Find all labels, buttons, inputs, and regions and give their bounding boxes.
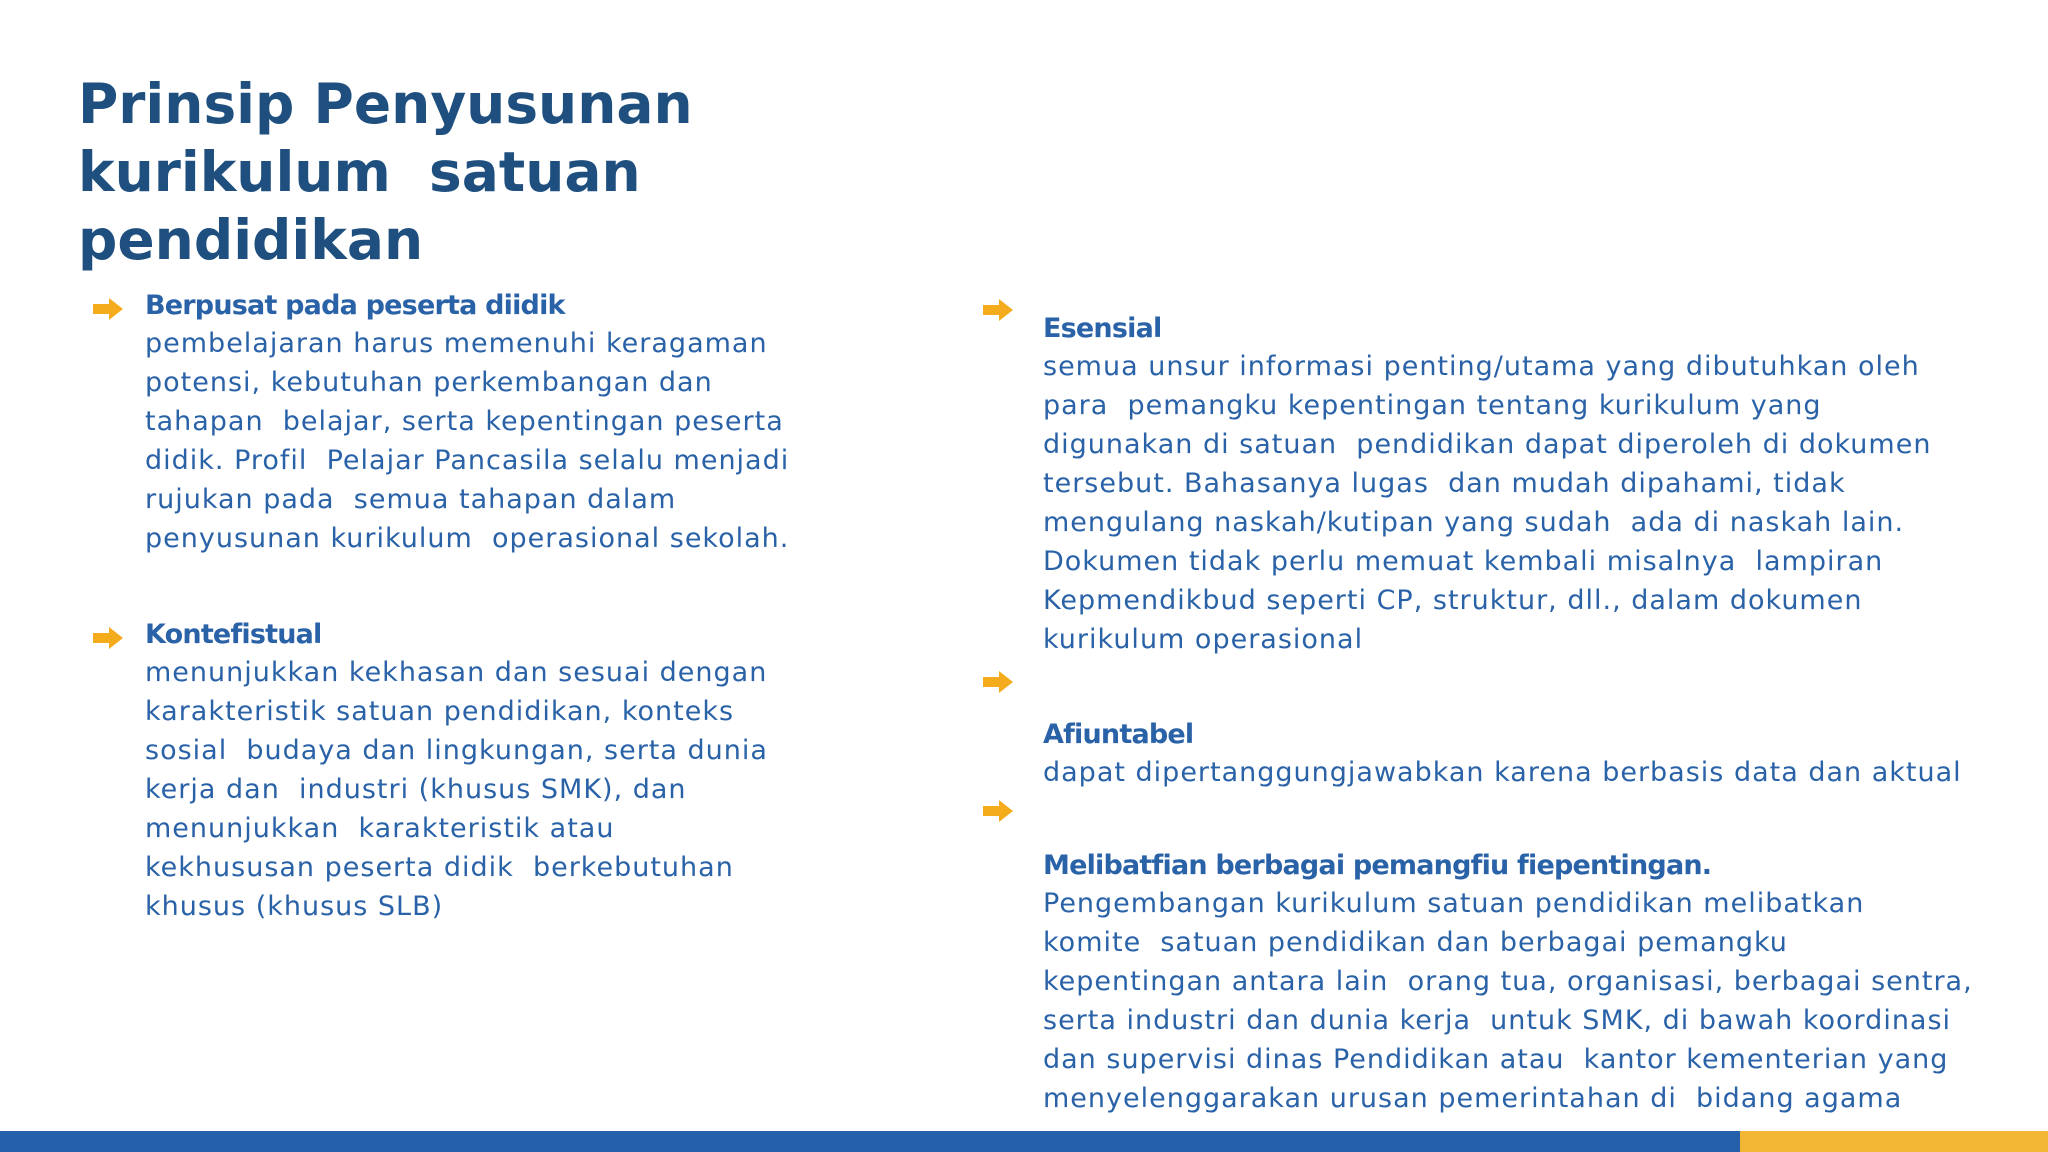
description-line: komite satuan pendidikan dan berbagai pemangku — [1043, 927, 1788, 958]
description-line: kepentingan antara lain orang tua, organisasi, berbagai sentra, — [1043, 966, 1973, 997]
description-line: Dokumen tidak perlu memuat kembali misalnya lampiran — [1043, 546, 1884, 577]
title-line: kurikulum satuan — [78, 140, 641, 204]
arrow-right-icon — [982, 799, 1014, 823]
description-line: kurikulum operasional — [1043, 624, 1364, 655]
principle-item — [145, 617, 825, 926]
description-line: didik. Profil Pelajar Pancasila selalu menjadi — [145, 445, 790, 476]
arrow-right-icon — [982, 298, 1014, 322]
principle-heading: Afiuntabel — [1043, 719, 1194, 750]
principle-description — [1043, 753, 2033, 792]
arrow-right-icon — [92, 297, 124, 321]
description-line: potensi, kebutuhan perkembangan dan — [145, 367, 713, 398]
description-line: kerja dan industri (khusus SMK), dan — [145, 774, 687, 805]
description-line: mengulang naskah/kutipan yang sudah ada di naskah lain. — [1043, 507, 1905, 538]
footer-bar-gold — [1740, 1131, 2048, 1152]
footer-bar-blue — [0, 1131, 1740, 1152]
principle-item — [1043, 717, 2033, 792]
description-line: sosial budaya dan lingkungan, serta dunia — [145, 735, 768, 766]
principle-item — [1043, 311, 2033, 659]
principle-heading: Melibatfian berbagai pemangfiu fiepentingan. — [1043, 850, 1712, 881]
principle-description — [1043, 884, 2033, 1118]
description-line: Pengembangan kurikulum satuan pendidikan melibatkan — [1043, 888, 1865, 919]
description-line: Kepmendikbud seperti CP, struktur, dll., dalam dokumen — [1043, 585, 1863, 616]
description-line: menunjukkan kekhasan dan sesuai dengan — [145, 657, 768, 688]
page-title — [78, 70, 778, 274]
description-line: menyelenggarakan urusan pemerintahan di bidang agama — [1043, 1083, 1903, 1114]
description-line: khusus (khusus SLB) — [145, 891, 444, 922]
description-line: karakteristik satuan pendidikan, konteks — [145, 696, 735, 727]
description-line: tersebut. Bahasanya lugas dan mudah dipahami, tidak — [1043, 468, 1846, 499]
principle-heading: Berpusat pada peserta diidik — [145, 290, 565, 321]
description-line: serta industri dan dunia kerja untuk SMK, di bawah koordinasi — [1043, 1005, 1952, 1036]
principle-description — [1043, 347, 2033, 659]
description-line: tahapan belajar, serta kepentingan peserta — [145, 406, 784, 437]
principle-item — [145, 288, 825, 558]
description-line: digunakan di satuan pendidikan dapat diperoleh di dokumen — [1043, 429, 1932, 460]
principle-description — [145, 653, 825, 926]
description-line: penyusunan kurikulum operasional sekolah. — [145, 523, 790, 554]
description-line: menunjukkan karakteristik atau — [145, 813, 615, 844]
description-line: rujukan pada semua tahapan dalam — [145, 484, 677, 515]
title-line: Prinsip Penyusunan — [78, 72, 693, 136]
title-line: pendidikan — [78, 208, 424, 272]
arrow-right-icon — [982, 670, 1014, 694]
description-line: kekhususan peserta didik berkebutuhan — [145, 852, 734, 883]
description-line: pembelajaran harus memenuhi keragaman — [145, 328, 768, 359]
description-line: para pemangku kepentingan tentang kurikulum yang — [1043, 390, 1822, 421]
principle-heading: Kontefistual — [145, 619, 322, 650]
description-line: semua unsur informasi penting/utama yang dibutuhkan oleh — [1043, 351, 1920, 382]
arrow-right-icon — [92, 626, 124, 650]
principle-heading: Esensial — [1043, 313, 1162, 344]
principle-item — [1043, 848, 2033, 1118]
description-line: dapat dipertanggungjawabkan karena berbasis data dan aktual — [1043, 757, 1962, 788]
principle-description — [145, 324, 825, 558]
description-line: dan supervisi dinas Pendidikan atau kantor kementerian yang — [1043, 1044, 1949, 1075]
